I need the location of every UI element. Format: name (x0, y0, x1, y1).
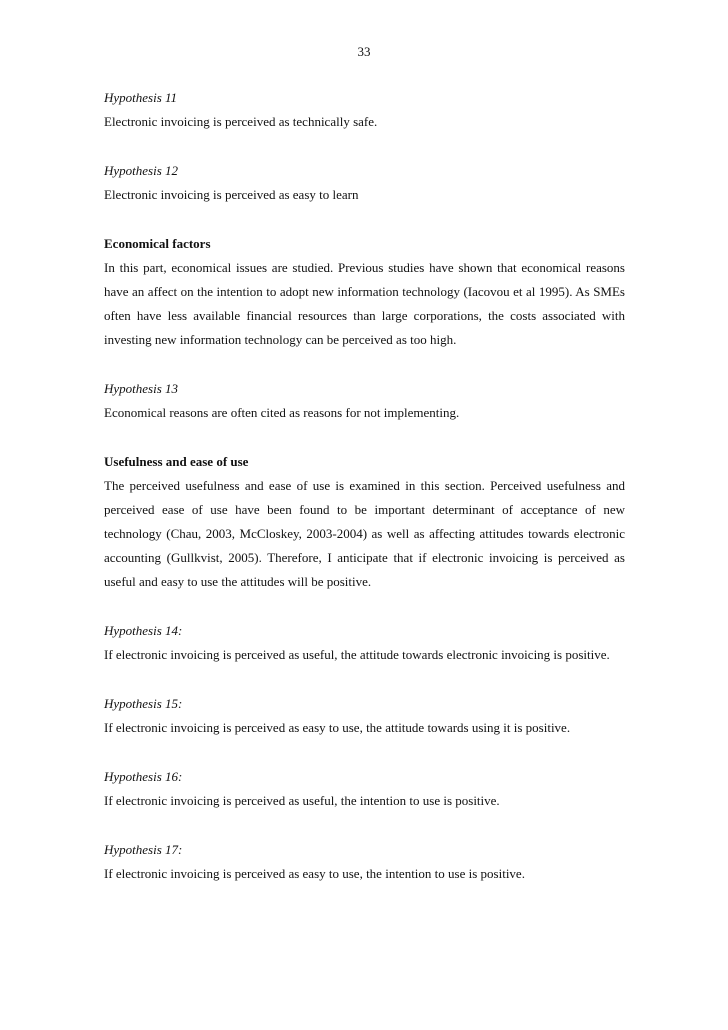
hypothesis-text: If electronic invoicing is perceived as useful, the attitude towards electronic invoicing is positive. (104, 647, 610, 662)
hypothesis-14 (104, 619, 625, 667)
hypothesis-text: Economical reasons are often cited as reasons for not implementing. (104, 405, 460, 420)
hypothesis-12 (104, 159, 625, 207)
hypothesis-text: If electronic invoicing is perceived as easy to use, the attitude towards using it is positive. (104, 720, 571, 735)
hypothesis-title: Hypothesis 11 (104, 90, 178, 105)
section-heading: Usefulness and ease of use (104, 454, 249, 469)
hypothesis-title: Hypothesis 15: (104, 696, 183, 711)
hypothesis-title: Hypothesis 12 (104, 163, 179, 178)
page-content (104, 86, 625, 886)
hypothesis-title: Hypothesis 16: (104, 769, 183, 784)
hypothesis-16 (104, 765, 625, 813)
hypothesis-title: Hypothesis 13 (104, 381, 179, 396)
hypothesis-text: If electronic invoicing is perceived as useful, the intention to use is positive. (104, 793, 500, 808)
section-heading: Economical factors (104, 236, 211, 251)
section-usefulness (104, 450, 625, 594)
hypothesis-13 (104, 377, 625, 425)
hypothesis-15 (104, 692, 625, 740)
hypothesis-11 (104, 86, 625, 134)
section-paragraph: In this part, economical issues are studied. Previous studies have shown that economical reasons have an affect on the intention to adopt new information technology (Iacovou et al 1995). As SMEs often have less available financial resources than large corporations, the costs associated with investing new information technology can be perceived as too high. (104, 260, 625, 347)
hypothesis-title: Hypothesis 14: (104, 623, 183, 638)
hypothesis-17 (104, 838, 625, 886)
page-number: 33 (357, 44, 371, 59)
section-economical-factors (104, 232, 625, 352)
hypothesis-title: Hypothesis 17: (104, 842, 183, 857)
hypothesis-text: Electronic invoicing is perceived as technically safe. (104, 114, 378, 129)
section-paragraph: The perceived usefulness and ease of use is examined in this section. Perceived usefulness and perceived ease of use have been found to be important determinant of acceptance of new technology (Chau, 2003, McCloskey, 2003-2004) as well as affecting attitudes towards electronic accounting (Gullkvist, 2005). Therefore, I anticipate that if electronic invoicing is perceived as useful and easy to use the attitudes will be positive. (104, 478, 625, 589)
hypothesis-text: If electronic invoicing is perceived as easy to use, the intention to use is positive. (104, 866, 525, 881)
hypothesis-text: Electronic invoicing is perceived as easy to learn (104, 187, 359, 202)
